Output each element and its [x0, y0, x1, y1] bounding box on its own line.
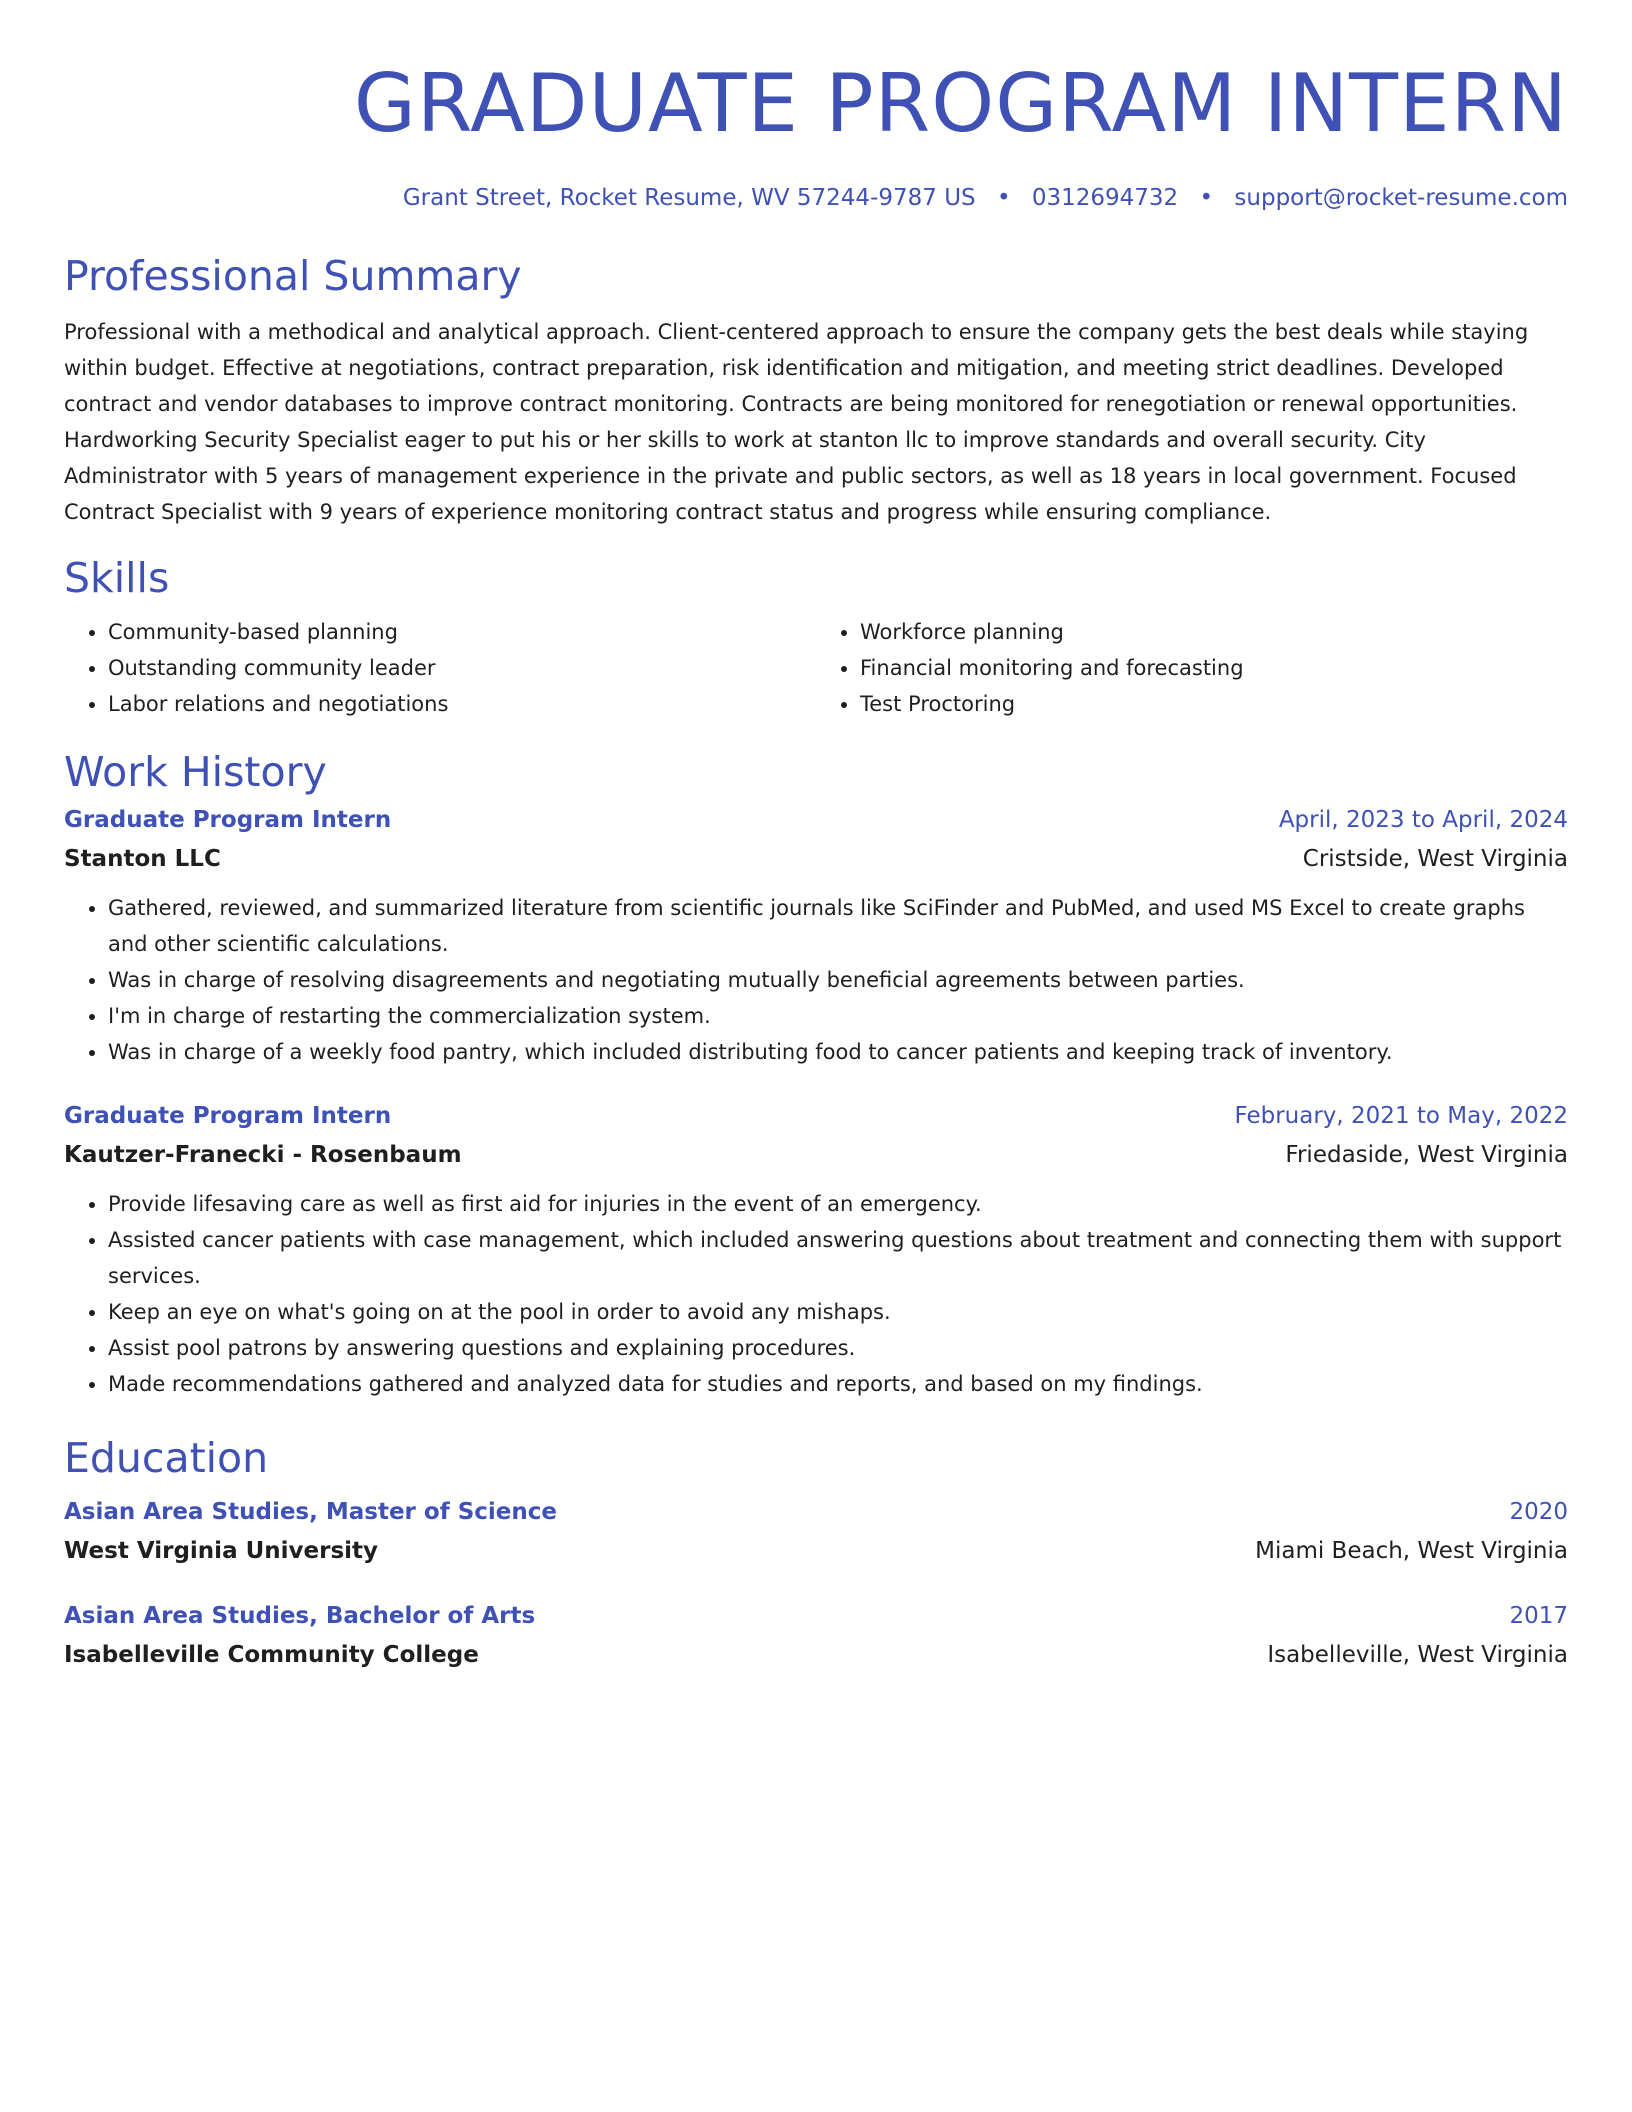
skills-list [64, 614, 1568, 722]
education-header-row [64, 1596, 1568, 1636]
job-company-row [64, 840, 1568, 878]
skills-column-left [64, 614, 816, 722]
education-header-row [64, 1492, 1568, 1532]
job-bullet: • Assist pool patrons by answering questions and explaining procedures. [108, 1330, 1568, 1366]
education-entry [64, 1596, 1568, 1674]
job-bullet: • Keep an eye on what's going on at the pool in order to avoid any mishaps. [108, 1294, 1568, 1330]
contact-email: support@rocket-resume.com [1234, 185, 1568, 211]
job-bullets [64, 890, 1568, 1070]
job-header-row [64, 800, 1568, 840]
education-school: West Virginia University [64, 1538, 379, 1564]
resume-name-title: GRADUATE PROGRAM INTERN [353, 57, 1568, 150]
job-bullets [64, 1186, 1568, 1402]
work-history-heading: Work History [64, 748, 327, 796]
skill-item: • Workforce planning [860, 614, 1568, 650]
job-bullet: • Provide lifesaving care as well as first aid for injuries in the event of an emergency. [108, 1186, 1568, 1222]
education-school-row [64, 1532, 1568, 1570]
job-company: Kautzer-Franecki - Rosenbaum [64, 1142, 462, 1168]
skill-item: • Financial monitoring and forecasting [860, 650, 1568, 686]
skill-item: • Test Proctoring [860, 686, 1568, 722]
skill-item: • Labor relations and negotiations [108, 686, 816, 722]
job-bullet: • Assisted cancer patients with case management, which included answering questions about treatment and connecting them with support services. [108, 1222, 1568, 1294]
job-location: Friedaside, West Virginia [1285, 1142, 1568, 1168]
skills-column-right [816, 614, 1568, 722]
job-location: Cristside, West Virginia [1302, 846, 1568, 872]
summary-heading: Professional Summary [64, 252, 522, 300]
job-bullet: • Was in charge of resolving disagreements and negotiating mutually beneficial agreements between parties. [108, 962, 1568, 998]
job-entry [64, 800, 1568, 1070]
contact-phone: 0312694732 [1031, 185, 1179, 211]
job-role: Graduate Program Intern [64, 807, 392, 833]
education-degree: Asian Area Studies, Master of Science [64, 1499, 558, 1525]
job-bullet: • Was in charge of a weekly food pantry, which included distributing food to cancer patients and keeping track of inventory. [108, 1034, 1568, 1070]
job-header-row [64, 1096, 1568, 1136]
education-year: 2017 [1509, 1603, 1568, 1629]
contact-separator: • [1199, 185, 1214, 211]
job-bullet: • I'm in charge of restarting the commercialization system. [108, 998, 1568, 1034]
education-location: Miami Beach, West Virginia [1255, 1538, 1568, 1564]
job-bullet: • Made recommendations gathered and analyzed data for studies and reports, and based on my findings. [108, 1366, 1568, 1402]
contact-separator: • [996, 185, 1011, 211]
job-bullet: • Gathered, reviewed, and summarized literature from scientific journals like SciFinder and PubMed, and used MS Excel to create graphs and other scientific calculations. [108, 890, 1568, 962]
education-degree: Asian Area Studies, Bachelor of Arts [64, 1603, 536, 1629]
education-school: Isabelleville Community College [64, 1642, 479, 1668]
job-entry [64, 1096, 1568, 1402]
job-dates: February, 2021 to May, 2022 [1234, 1103, 1568, 1129]
job-company: Stanton LLC [64, 846, 221, 872]
job-company-row [64, 1136, 1568, 1174]
education-heading: Education [64, 1434, 269, 1482]
job-dates: April, 2023 to April, 2024 [1278, 807, 1568, 833]
skill-item: • Outstanding community leader [108, 650, 816, 686]
summary-text: Professional with a methodical and analytical approach. Client-centered approach to ensure the company gets the best deals while staying within budget. Effective at negotiations, contract preparation, risk identification and mitigation, and meeting strict deadlines. Developed contract and vendor databases to improve contract monitoring. Contracts are being monitored for renegotiation or renewal opportunities. Hardworking Security Specialist eager to put his or her skills to work at stanton llc to improve standards and overall security. City Administrator with 5 years of management experience in the private and public sectors, as well as 18 years in local government. Focused Contract Specialist with 9 years of experience monitoring contract status and progress while ensuring compliance. [64, 320, 1529, 524]
skills-heading: Skills [64, 554, 170, 602]
contact-line [64, 182, 1568, 214]
skill-item: • Community-based planning [108, 614, 816, 650]
education-entry [64, 1492, 1568, 1570]
contact-address: Grant Street, Rocket Resume, WV 57244-9787 US [402, 185, 976, 211]
education-school-row [64, 1636, 1568, 1674]
job-role: Graduate Program Intern [64, 1103, 392, 1129]
education-year: 2020 [1509, 1499, 1568, 1525]
education-location: Isabelleville, West Virginia [1267, 1642, 1568, 1668]
